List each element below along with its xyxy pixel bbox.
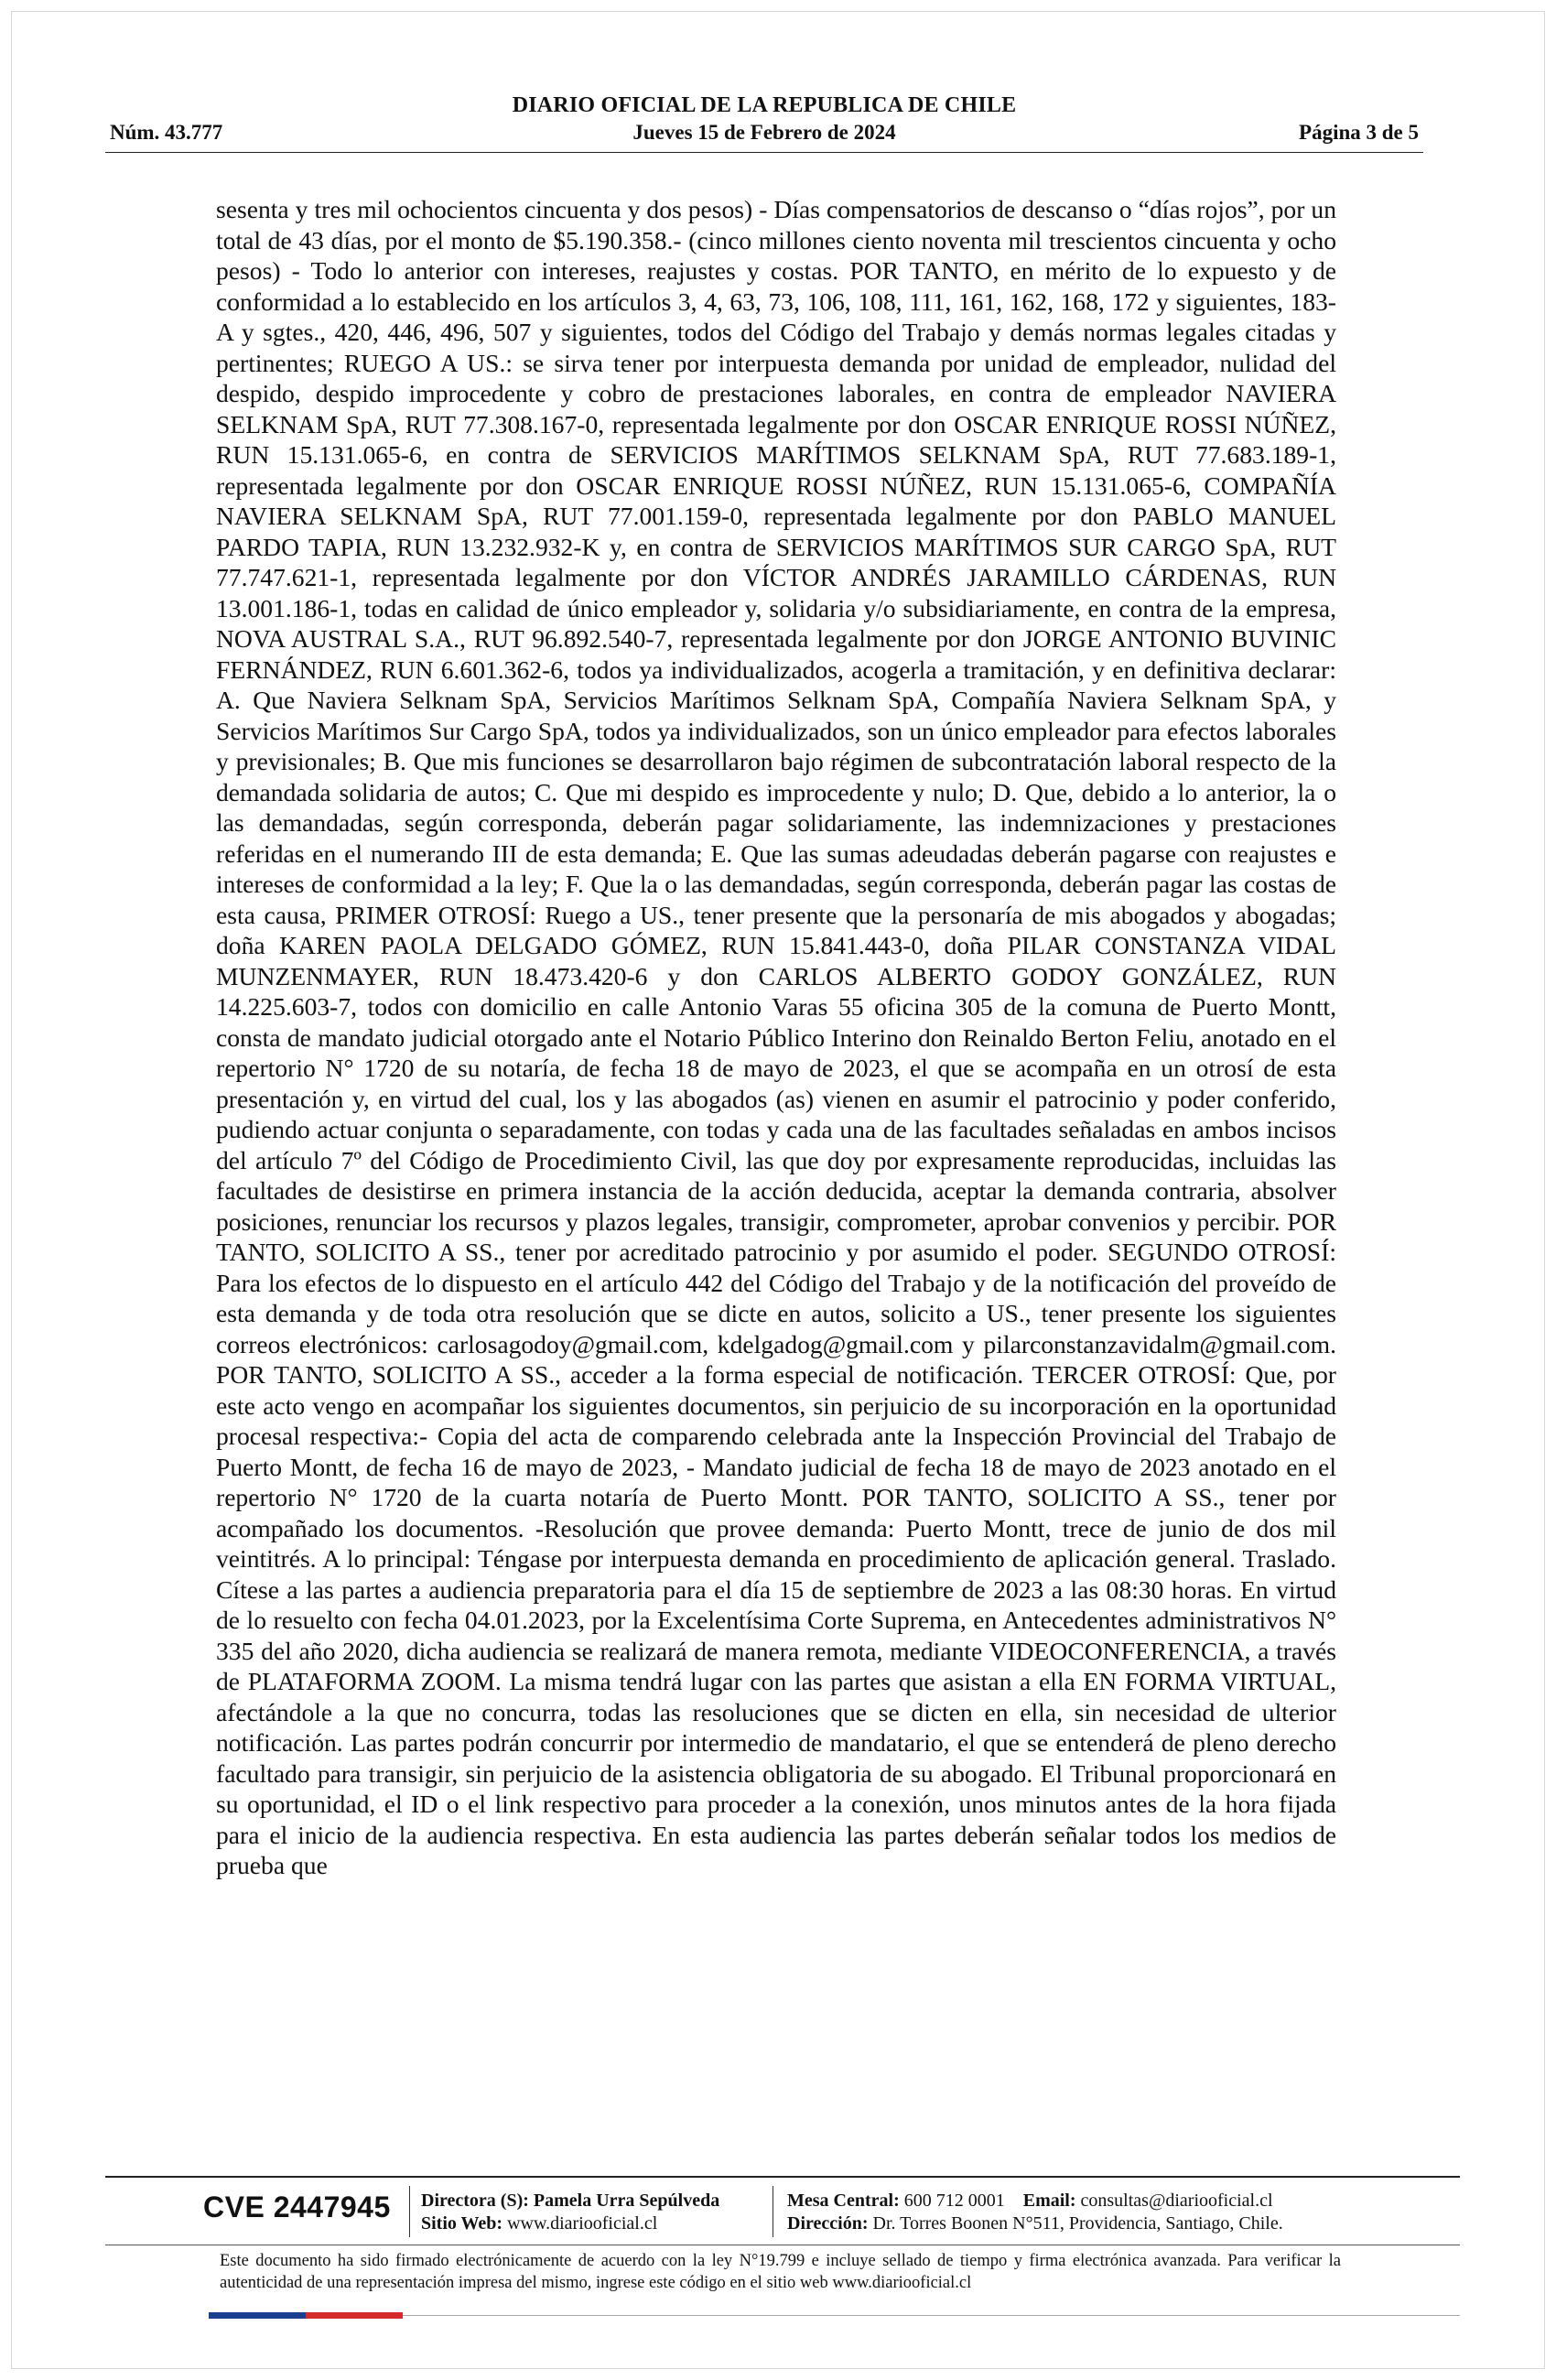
issue-number: Núm. 43.777 <box>110 121 223 144</box>
footer-contact-right <box>787 2190 1283 2235</box>
chile-flag-stripe <box>209 2312 403 2319</box>
director-line <box>421 2190 719 2212</box>
phone-email-line <box>787 2190 1283 2212</box>
issue-date: Jueves 15 de Febrero de 2024 <box>632 121 896 144</box>
website-line <box>421 2212 719 2235</box>
flag-blue-segment <box>209 2312 306 2319</box>
footer-separator <box>409 2186 410 2237</box>
footer-divider <box>105 2176 1460 2178</box>
newspaper-title: DIARIO OFICIAL DE LA REPUBLICA DE CHILE <box>512 93 1017 117</box>
phone-label: Mesa Central: <box>787 2191 900 2211</box>
phone-value: 600 712 0001 <box>903 2191 1005 2211</box>
flag-red-segment <box>306 2312 403 2319</box>
page-number: Página 3 de 5 <box>1299 121 1419 144</box>
director-label: Directora (S): <box>421 2191 529 2211</box>
email-label: Email: <box>1022 2191 1076 2211</box>
website-link[interactable]: www.diariooficial.cl <box>507 2213 658 2234</box>
document-body: sesenta y tres mil ochocientos cincuenta y dos pesos) - Días compensatorios de descanso o “días rojos”, por un total de 43 días, por el monto de $5.190.358.- (cinco millones ciento noventa mil trescientos cincuenta y ocho pesos) - Todo lo anterior con intereses, reajustes y costas. POR TANTO, en mérito de lo expuesto y de conformidad a lo establecido en los artículos 3, 4, 63, 73, 106, 108, 111, 161, 162, 168, 172 y siguientes, 183-A y sgtes., 420, 446, 496, 507 y siguientes, todos del Código del Trabajo y demás normas legales citadas y pertinentes; RUEGO A US.: se sirva tener por interpuesta demanda por unidad de empleador, nulidad del despido, despido improcedente y cobro de prestaciones laborales, en contra de empleador NAVIERA SELKNAM SpA, RUT 77.308.167-0, representada legalmente por don OSCAR ENRIQUE ROSSI NÚÑEZ, RUN 15.131.065-6, en contra de SERVICIOS MARÍTIMOS SELKNAM SpA, RUT 77.683.189-1, representada legalmente por don OSCAR ENRIQUE ROSSI NÚÑEZ, RUN 15.131.065-6, COMPAÑÍA NAVIERA SELKNAM SpA, RUT 77.001.159-0, representada legalmente por don PABLO MANUEL PARDO TAPIA, RUN 13.232.932-K y, en contra de SERVICIOS MARÍTIMOS SUR CARGO SpA, RUT 77.747.621-1, representada legalmente por don VÍCTOR ANDRÉS JARAMILLO CÁRDENAS, RUN 13.001.186-1, todas en calidad de único empleador y, solidaria y/o subsidiariamente, en contra de la empresa, NOVA AUSTRAL S.A., RUT 96.892.540-7, representada legalmente por don JORGE ANTONIO BUVINIC FERNÁNDEZ, RUN 6.601.362-6, todos ya individualizados, acogerla a tramitación, y en definitiva declarar: A. Que Naviera Selknam SpA, Servicios Marítimos Selknam SpA, Compañía Naviera Selknam SpA, y Servicios Marítimos Sur Cargo SpA, todos ya individualizados, son un único empleador para efectos laborales y previsionales; B. Que mis funciones se desarrollaron bajo régimen de subcontratación laboral respecto de la demandada solidaria de autos; C. Que mi despido es improcedente y nulo; D. Que, debido a lo anterior, la o las demandadas, según corresponda, deberán pagar solidariamente, las indemnizaciones y prestaciones referidas en el numerando III de esta demanda; E. Que las sumas adeudadas deberán pagarse con reajustes e intereses de conformidad a la ley; F. Que la o las demandadas, según corresponda, deberán pagar las costas de esta causa, PRIMER OTROSÍ: Ruego a US., tener presente que la personaría de mis abogados y abogadas; doña KAREN PAOLA DELGADO GÓMEZ, RUN 15.841.443-0, doña PILAR CONSTANZA VIDAL MUNZENMAYER, RUN 18.473.420-6 y don CARLOS ALBERTO GODOY GONZÁLEZ, RUN 14.225.603-7, todos con domicilio en calle Antonio Varas 55 oficina 305 de la comuna de Puerto Montt, consta de mandato judicial otorgado ante el Notario Público Interino don Reinaldo Berton Feliu, anotado en el repertorio N° 1720 de su notaría, de fecha 18 de mayo de 2023, el que se acompaña en un otrosí de esta presentación y, en virtud del cual, los y las abogados (as) vienen en asumir el patrocinio y poder conferido, pudiendo actuar conjunta o separadamente, con todas y cada una de las facultades señaladas en ambos incisos del artículo 7º del Código de Procedimiento Civil, las que doy por expresamente reproducidas, incluidas las facultades de desistirse en primera instancia de la acción deducida, aceptar la demanda contraria, absolver posiciones, renunciar los recursos y plazos legales, transigir, comprometer, aprobar convenios y percibir. POR TANTO, SOLICITO A SS., tener por acreditado patrocinio y por asumido el poder. SEGUNDO OTROSÍ: Para los efectos de lo dispuesto en el artículo 442 del Código del Trabajo y de la notificación del proveído de esta demanda y de toda otra resolución que se dicte en autos, solicito a US., tener presente los siguientes correos electrónicos: carlosagodoy@gmail.com, kdelgadog@gmail.com y pilarconstanzavidalm@gmail.com. POR TANTO, SOLICITO A SS., acceder a la forma especial de notificación. TERCER OTROSÍ: Que, por este acto vengo en acompañar los siguientes documentos, sin perjuicio de su incorporación en la oportunidad procesal respectiva:- Copia del acta de comparendo celebrada ante la Inspección Provincial del Trabajo de Puerto Montt, de fecha 16 de mayo de 2023, - Mandato judicial de fecha 18 de mayo de 2023 anotado en el repertorio N° 1720 de la cuarta notaría de Puerto Montt. POR TANTO, SOLICITO A SS., tener por acompañado los documentos. -Resolución que provee demanda: Puerto Montt, trece de junio de dos mil veintitrés. A lo principal: Téngase por interpuesta demanda en procedimiento de aplicación general. Traslado. Cítese a las partes a audiencia preparatoria para el día 15 de septiembre de 2023 a las 08:30 horas. En virtud de lo resuelto con fecha 04.01.2023, por la Excelentísima Corte Suprema, en Antecedentes administrativos N° 335 del año 2020, dicha audiencia se realizará de manera remota, mediante VIDEOCONFERENCIA, a través de PLATAFORMA ZOOM. La misma tendrá lugar con las partes que asistan a ella EN FORMA VIRTUAL, afectándole a la que no concurra, todas las resoluciones que se dicten en ella, sin necesidad de ulterior notificación. Las partes podrán concurrir por intermedio de mandatario, el que se entenderá de pleno derecho facultado para transigir, sin perjuicio de la asistencia obligatoria de su abogado. El Tribunal proporcionará en su oportunidad, el ID o el link respectivo para proceder a la conexión, unos minutos antes de la hora fijada para el inicio de la audiencia respectiva. En esta audiencia las partes deberán señalar todos los medios de prueba que <box>216 195 1336 1879</box>
website-label: Sitio Web: <box>421 2213 503 2234</box>
page-header <box>110 90 1419 154</box>
address-line <box>787 2212 1283 2235</box>
address-value: Dr. Torres Boonen N°511, Providencia, Santiago, Chile. <box>872 2213 1283 2234</box>
header-divider <box>105 152 1423 153</box>
cve-code: CVE 2447945 <box>203 2191 391 2223</box>
address-label: Dirección: <box>787 2213 869 2234</box>
director-name: Pamela Urra Sepúlveda <box>533 2191 720 2211</box>
footer-bottom-rule <box>403 2315 1460 2316</box>
email-link[interactable]: consultas@diariooficial.cl <box>1080 2191 1273 2211</box>
legal-notice: Este documento ha sido firmado electrónicamente de acuerdo con la ley N°19.799 e incluye sellado de tiempo y firma electrónica avanzada. Para verificar la autenticidad de una representación impresa del mismo, ingrese este código en el sitio web www.diariooficial.cl <box>220 2252 1341 2292</box>
footer-contact-left <box>421 2190 719 2235</box>
